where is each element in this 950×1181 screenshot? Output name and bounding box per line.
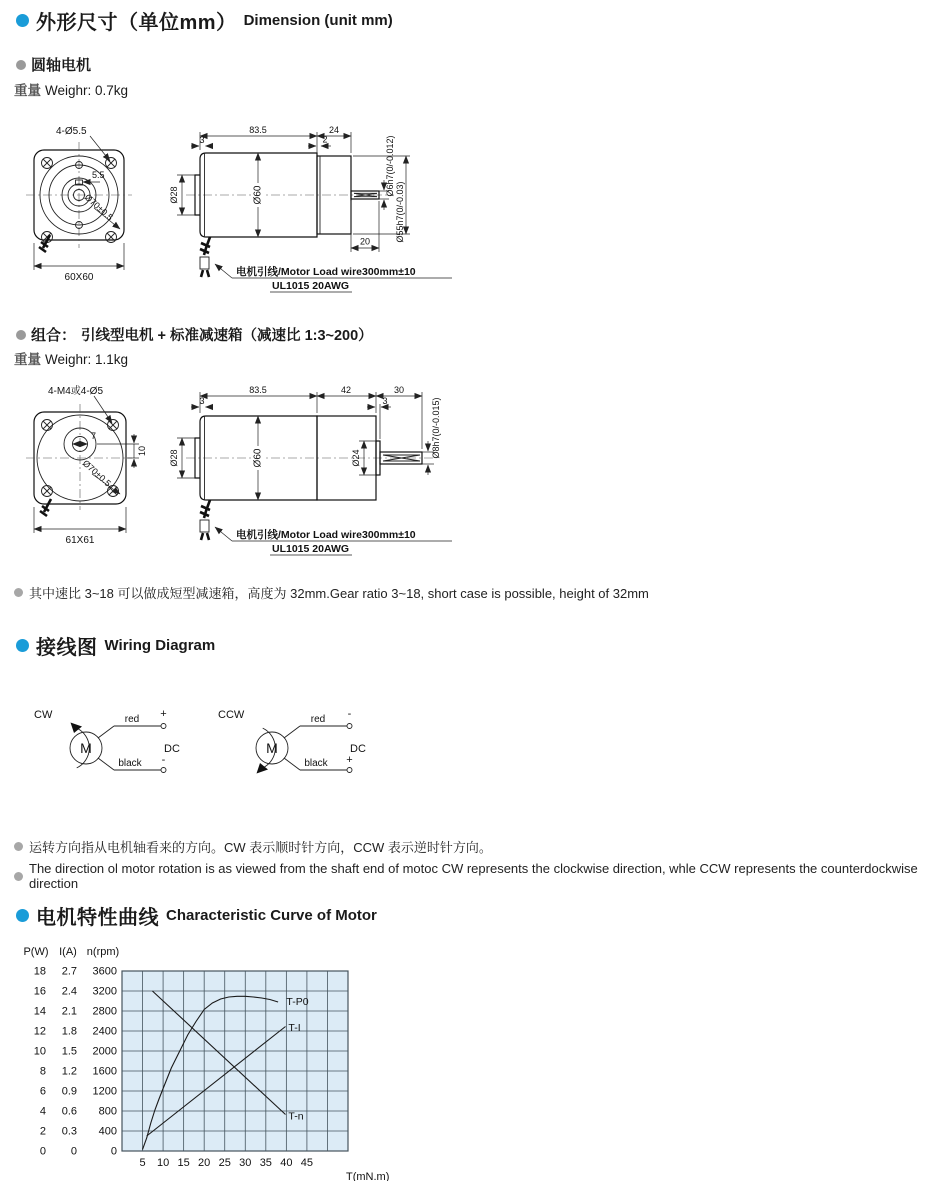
series-label: T-P0 bbox=[286, 996, 309, 1008]
characteristic-curve-chart bbox=[14, 942, 434, 1180]
motor-symbol: M bbox=[266, 740, 278, 756]
combo-label: 组合： bbox=[31, 327, 77, 344]
y-scale-title: I(A) bbox=[59, 946, 77, 958]
note-text: 其中速比 3~18 可以做成短型减速箱，高度为 32mm.Gear ratio 3~18, short case is possible, height of 32mm bbox=[29, 586, 649, 601]
x-tick-label: 35 bbox=[259, 1157, 272, 1169]
weight-line-2 bbox=[14, 348, 128, 368]
wire-note: 电机引线/Motor Load wire300mm±10 bbox=[236, 266, 416, 278]
side-view bbox=[169, 385, 452, 555]
heading-zh: 接线图 bbox=[36, 637, 98, 659]
x-tick-label: 30 bbox=[239, 1157, 252, 1169]
blue-bullet-icon bbox=[16, 639, 29, 652]
gray-bullet-icon bbox=[16, 60, 26, 70]
y-tick-label: 12 bbox=[33, 1025, 46, 1038]
heading-zh: 外形尺寸（单位mm） bbox=[36, 12, 237, 34]
dim-body-length: 83.5 bbox=[249, 385, 267, 395]
section-heading-dimension bbox=[16, 6, 393, 35]
y-scale-title: P(W) bbox=[23, 946, 49, 958]
x-tick-label: 45 bbox=[300, 1157, 314, 1169]
black-terminal-sign: - bbox=[161, 754, 166, 766]
front-view bbox=[26, 126, 132, 283]
y-tick-label: 8 bbox=[39, 1065, 46, 1078]
y-tick-label: 800 bbox=[98, 1105, 117, 1118]
y-tick-label: 0.9 bbox=[61, 1085, 77, 1098]
note-text: 运转方向指从电机轴看来的方向。CW 表示顺时针方向，CCW 表示逆时针方向。 bbox=[29, 840, 492, 855]
section-heading-wiring bbox=[16, 631, 215, 660]
dim-pilot-dia: Ø55h7(0/-0.03) bbox=[395, 181, 405, 243]
front-view bbox=[26, 384, 147, 546]
weight-label: 重量 bbox=[14, 352, 41, 367]
y-tick-label: 400 bbox=[98, 1125, 117, 1138]
x-tick-label: 25 bbox=[218, 1157, 231, 1169]
gray-bullet-icon bbox=[14, 842, 23, 851]
dim-rear-step: 3 bbox=[199, 396, 205, 406]
y-tick-label: 0.6 bbox=[61, 1105, 77, 1118]
gray-bullet-icon bbox=[16, 330, 26, 340]
dim-holes: 4-M4或4-Ø5 bbox=[48, 386, 104, 397]
note-text: The direction ol motor rotation is as viewed from the shaft end of motoc CW represents the clockwise direction, whle CCW represents the counterdockwise direction bbox=[29, 861, 918, 891]
plot-area bbox=[122, 971, 348, 1151]
gray-bullet-icon bbox=[14, 588, 23, 597]
note-rotation-en bbox=[14, 861, 950, 891]
dim-flange: 60X60 bbox=[64, 272, 94, 283]
dc-supply-label: DC bbox=[350, 743, 366, 755]
y-tick-label: 2.1 bbox=[61, 1005, 77, 1018]
ccw-circuit bbox=[218, 708, 366, 774]
section-heading-curve bbox=[16, 901, 377, 930]
y-tick-label: 1.8 bbox=[61, 1025, 77, 1038]
front-wire-stub bbox=[40, 499, 51, 516]
cw-label: CW bbox=[34, 709, 53, 721]
y-tick-label: 2.4 bbox=[61, 985, 77, 998]
dim-keyway: 5.5 bbox=[92, 170, 105, 180]
gear-motor-drawing bbox=[20, 380, 480, 560]
black-terminal-sign: + bbox=[346, 754, 353, 766]
dim-bolt-circle: Ø70±0.5 bbox=[80, 458, 113, 489]
y-tick-label: 0 bbox=[70, 1145, 77, 1158]
subsection-gear-combo bbox=[16, 324, 373, 345]
heading-en: Dimension (unit mm) bbox=[243, 12, 393, 29]
dim-shaft-length: 20 bbox=[359, 236, 371, 247]
subsection-round-shaft bbox=[16, 54, 91, 75]
y-tick-label: 14 bbox=[33, 1005, 46, 1018]
dim-body-dia: Ø60 bbox=[252, 185, 264, 205]
dim-shaft-dia: Ø6h7(0/-0.012) bbox=[385, 135, 395, 197]
dim-front-step: 2 bbox=[322, 134, 328, 145]
gray-bullet-icon bbox=[14, 872, 23, 881]
front-wire-stub bbox=[39, 235, 50, 252]
dim-bolt-circle: Ø70±0.5 bbox=[82, 192, 115, 223]
round-shaft-motor-drawing bbox=[20, 122, 460, 294]
wire-spec: UL1015 20AWG bbox=[272, 280, 350, 292]
y-tick-label: 6 bbox=[39, 1085, 46, 1098]
weight-line-1 bbox=[14, 79, 128, 99]
y-tick-label: 1.2 bbox=[61, 1065, 77, 1078]
blue-bullet-icon bbox=[16, 909, 29, 922]
combo-title: 引线型电机 + 标准减速箱（减速比 1:3~200） bbox=[81, 328, 373, 344]
ccw-label: CCW bbox=[218, 709, 245, 721]
cw-circuit bbox=[34, 708, 180, 773]
red-wire-label: red bbox=[124, 714, 140, 725]
series-label: T-I bbox=[288, 1022, 301, 1034]
note-gear-ratio bbox=[14, 583, 649, 602]
red-terminal-sign: - bbox=[347, 708, 352, 720]
x-tick-label: 40 bbox=[280, 1157, 293, 1169]
heading-en: Characteristic Curve of Motor bbox=[166, 907, 377, 924]
black-wire-label: black bbox=[304, 758, 328, 769]
dim-boss-step: 3 bbox=[382, 396, 388, 406]
dim-shaft-dia: Ø8h7(0/-0.015) bbox=[431, 397, 441, 459]
dim-offset: 10 bbox=[137, 445, 147, 457]
weight-value: Weighr: 0.7kg bbox=[45, 83, 129, 98]
x-tick-label: 10 bbox=[156, 1157, 170, 1169]
dim-flange: 61X61 bbox=[65, 535, 95, 546]
dim-gearbox-length: 42 bbox=[340, 385, 352, 395]
motor-lead-wire bbox=[200, 500, 210, 540]
dim-shaft-length: 30 bbox=[393, 385, 405, 395]
weight-label: 重量 bbox=[14, 83, 41, 98]
y-tick-label: 2000 bbox=[92, 1045, 117, 1058]
y-tick-label: 0.3 bbox=[61, 1125, 77, 1138]
side-view bbox=[169, 125, 452, 292]
x-tick-label: 15 bbox=[177, 1157, 190, 1169]
x-axis-label: T(mN.m) bbox=[346, 1171, 390, 1181]
black-wire-label: black bbox=[118, 758, 142, 769]
y-tick-label: 2800 bbox=[92, 1005, 117, 1018]
y-tick-label: 3200 bbox=[92, 985, 117, 998]
dim-holes: 4-Ø5.5 bbox=[56, 126, 87, 137]
y-tick-label: 4 bbox=[39, 1105, 46, 1118]
y-tick-label: 18 bbox=[33, 965, 46, 978]
series-label: T-n bbox=[288, 1110, 304, 1123]
wire-note: 电机引线/Motor Load wire300mm±10 bbox=[236, 529, 416, 541]
dim-rear-step: 3 bbox=[199, 135, 205, 145]
y-tick-label: 1600 bbox=[92, 1065, 117, 1078]
y-tick-label: 3600 bbox=[92, 965, 117, 978]
y-tick-label: 10 bbox=[33, 1045, 46, 1058]
dc-supply-label: DC bbox=[164, 743, 180, 755]
wire-spec: UL1015 20AWG bbox=[272, 543, 350, 555]
weight-value: Weighr: 1.1kg bbox=[45, 352, 129, 367]
x-tick-label: 20 bbox=[198, 1157, 211, 1169]
red-terminal-sign: + bbox=[160, 708, 167, 720]
dim-boss-dia: Ø24 bbox=[351, 449, 361, 467]
motor-symbol: M bbox=[80, 740, 92, 756]
y-tick-label: 2 bbox=[39, 1125, 46, 1138]
note-rotation-cn bbox=[14, 837, 492, 856]
subsection-title: 圆轴电机 bbox=[31, 57, 92, 74]
cw-rotation-arrow-icon bbox=[71, 723, 83, 734]
y-tick-label: 16 bbox=[33, 985, 46, 998]
wiring-diagram bbox=[20, 700, 420, 795]
red-wire-label: red bbox=[310, 714, 326, 725]
blue-bullet-icon bbox=[16, 14, 29, 27]
y-tick-label: 0 bbox=[110, 1145, 117, 1158]
x-tick-label: 5 bbox=[139, 1157, 146, 1169]
y-tick-label: 1.5 bbox=[61, 1045, 77, 1058]
dim-body-length: 83.5 bbox=[249, 125, 267, 135]
y-tick-label: 2400 bbox=[92, 1025, 117, 1038]
dim-shaft: 7 bbox=[91, 431, 97, 441]
y-tick-label: 0 bbox=[39, 1145, 46, 1158]
dim-rear-boss-dia: Ø28 bbox=[169, 186, 179, 204]
dim-body-dia: Ø60 bbox=[252, 448, 264, 468]
motor-lead-wire bbox=[200, 237, 210, 277]
y-tick-label: 1200 bbox=[92, 1085, 117, 1098]
dim-rear-boss-dia: Ø28 bbox=[169, 449, 179, 467]
heading-en: Wiring Diagram bbox=[104, 637, 216, 654]
ccw-rotation-arrow-icon bbox=[257, 763, 269, 774]
heading-zh: 电机特性曲线 bbox=[36, 907, 159, 929]
y-tick-label: 2.7 bbox=[61, 965, 77, 978]
dim-front-length: 24 bbox=[328, 125, 340, 135]
y-scale-title: n(rpm) bbox=[86, 946, 120, 958]
